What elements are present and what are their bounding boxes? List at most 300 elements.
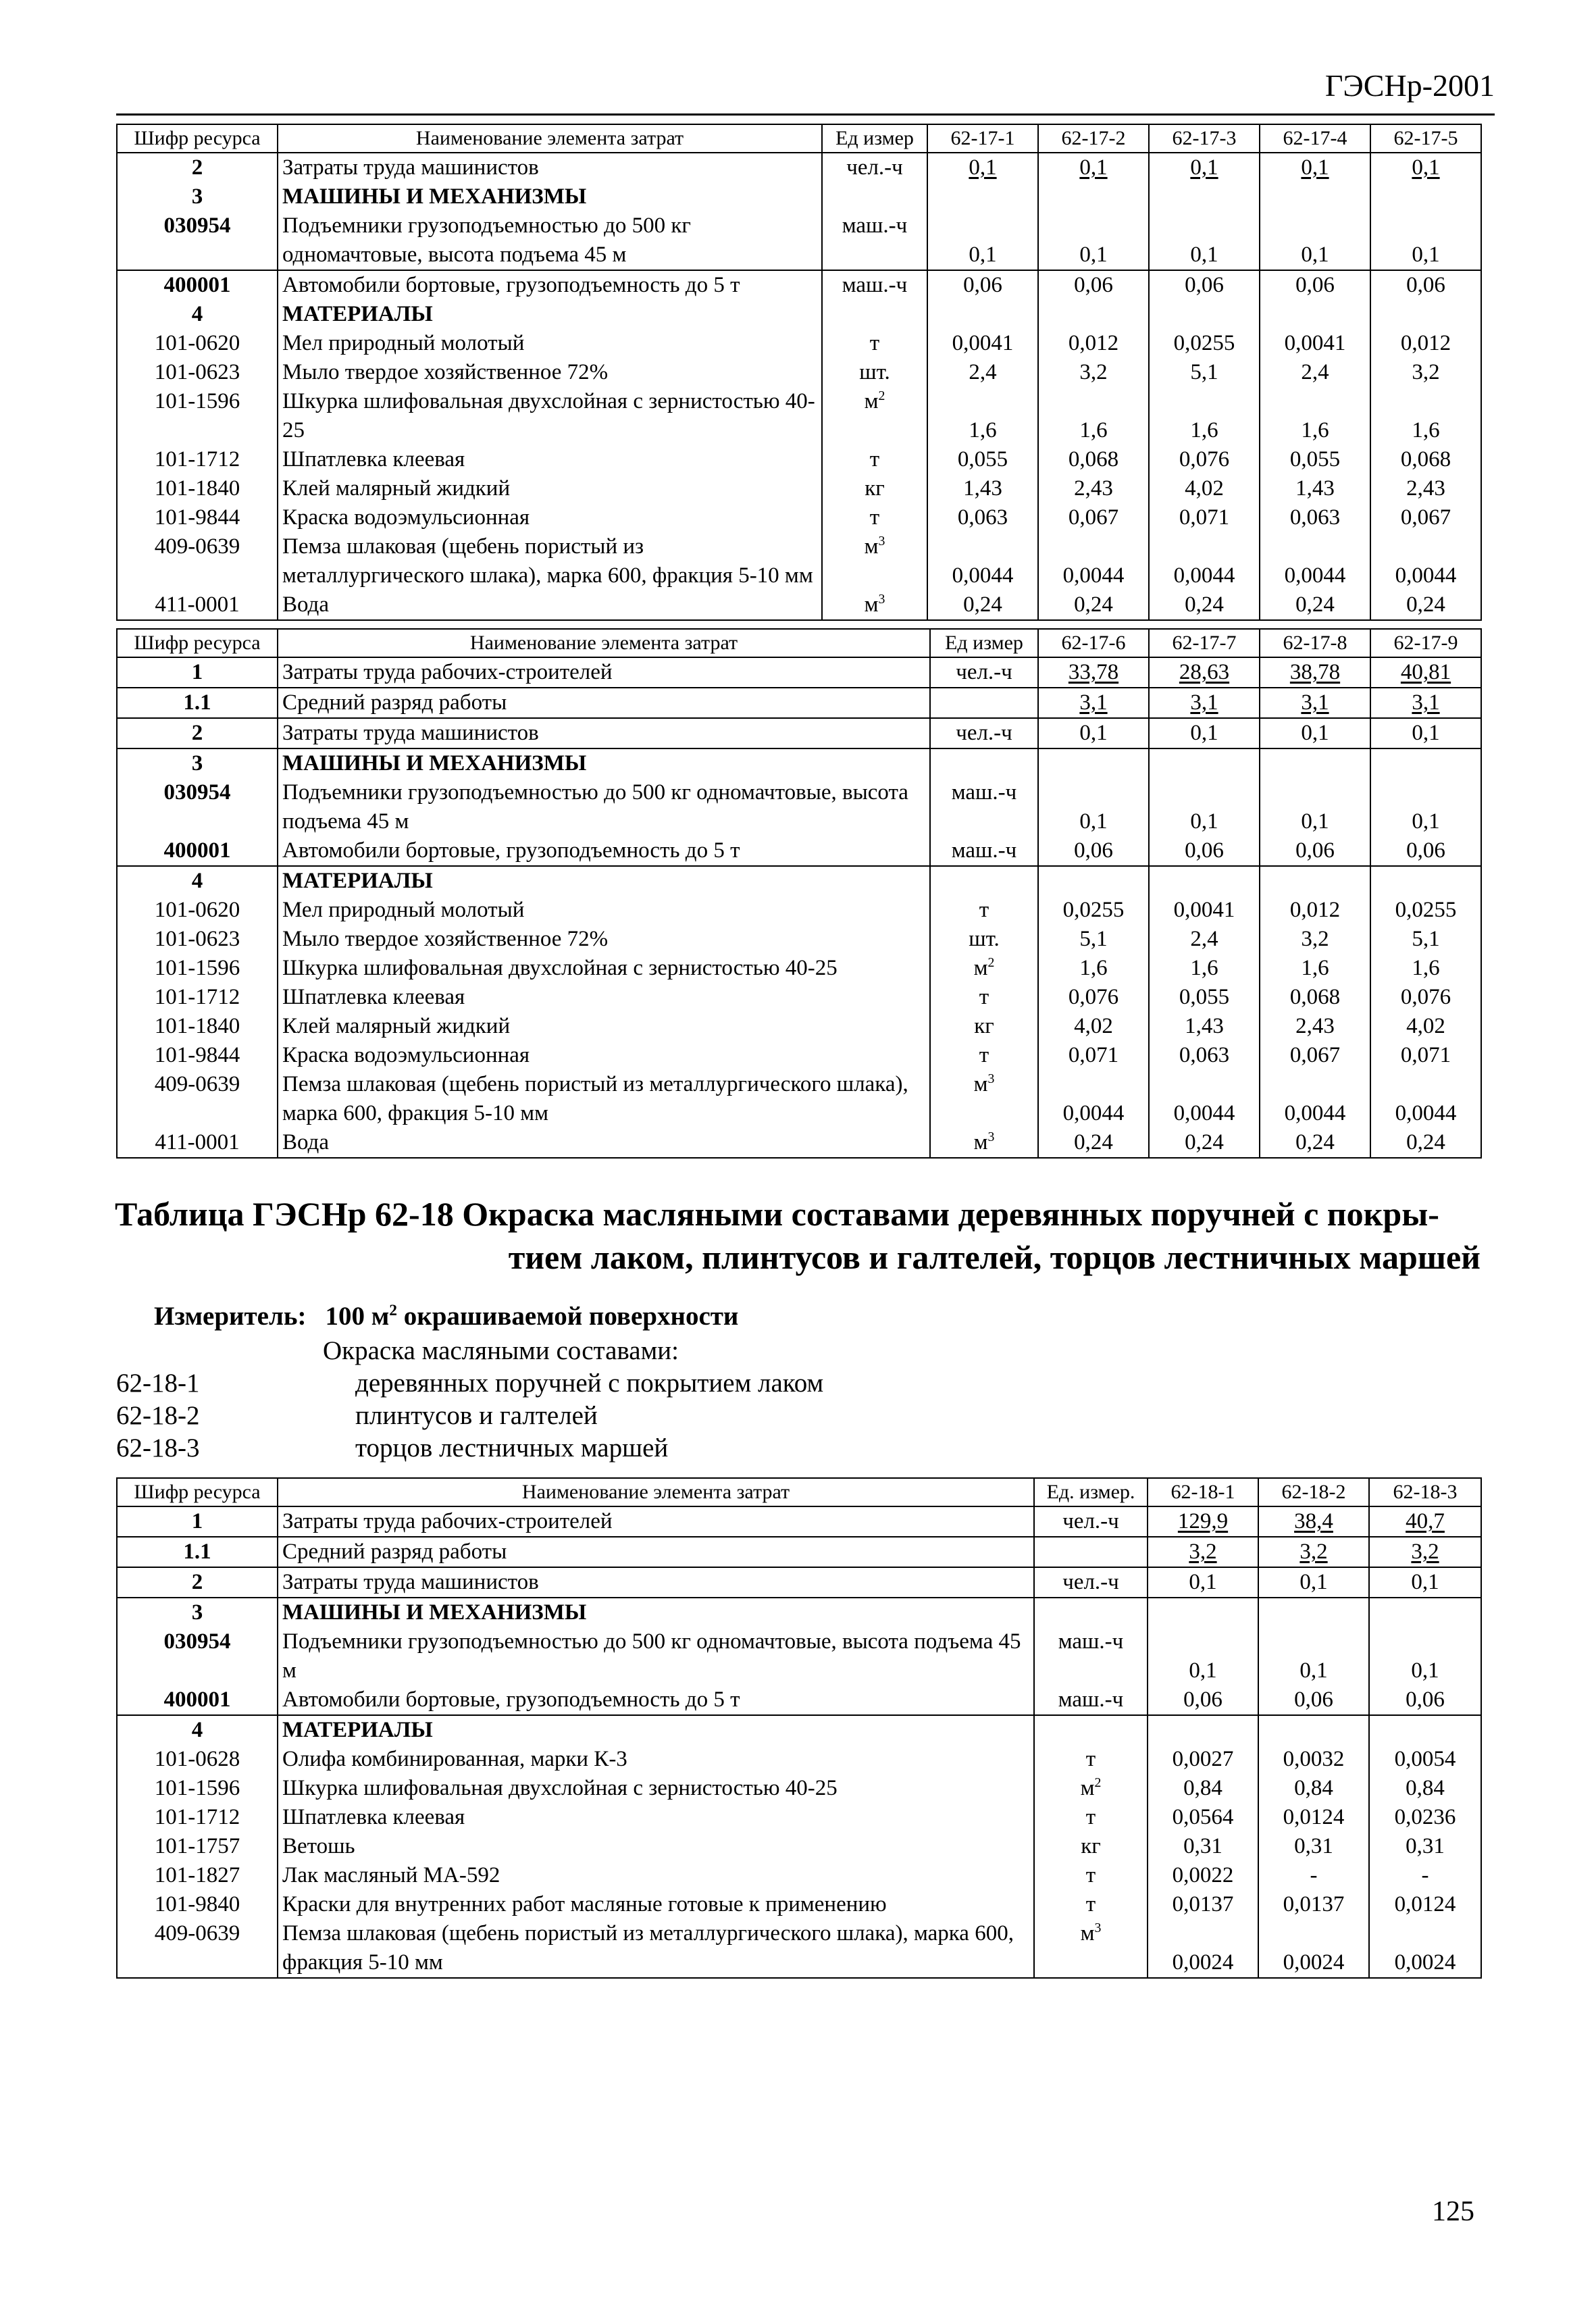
resource-value: 0,076	[1038, 983, 1149, 1012]
variant-62-18-1: 62-18-1 деревянных поручней с покрытием лаком	[116, 1369, 824, 1398]
resource-name: МАТЕРИАЛЫ	[278, 300, 822, 329]
resource-code: 4	[117, 300, 278, 329]
header-name: Наименование элемента затрат	[278, 629, 930, 657]
header-rule	[116, 113, 1495, 116]
resource-unit: т	[1034, 1745, 1148, 1774]
resource-table-62-17-6-9	[116, 628, 1482, 1159]
resource-code: 1.1	[117, 1537, 278, 1567]
resource-value	[927, 182, 1038, 211]
work-subheading: Окраска масляными составами:	[323, 1336, 679, 1365]
table-row	[117, 1537, 1481, 1567]
table-row	[117, 1627, 1481, 1685]
resource-value: 0,063	[1149, 1041, 1260, 1070]
resource-value: 0,31	[1369, 1832, 1481, 1861]
resource-value: 0,0044	[1370, 1070, 1481, 1128]
resource-value: 38,78	[1260, 657, 1370, 688]
resource-code: 101-0628	[117, 1745, 278, 1774]
table-row	[117, 657, 1481, 688]
table-row	[117, 1919, 1481, 1978]
resource-value: 0,0044	[1038, 532, 1149, 590]
resource-unit: чел.-ч	[930, 657, 1038, 688]
resource-unit: $м^3$	[822, 532, 927, 590]
resource-value: 0,0236	[1369, 1803, 1481, 1832]
resource-value: 28,63	[1149, 657, 1260, 688]
resource-value	[1369, 1715, 1481, 1745]
resource-name: Пемза шлаковая (щебень пористый из металлургического шлака), марка 600, фракция 5-10 мм	[278, 532, 822, 590]
resource-code: 1.1	[117, 688, 278, 718]
resource-value: 0,055	[1260, 445, 1370, 474]
resource-value: 0,076	[1149, 445, 1260, 474]
resource-value: 0,24	[927, 590, 1038, 620]
header-unit: Ед измер	[930, 629, 1038, 657]
resource-value: 0,06	[1149, 270, 1260, 300]
header-col-code: 62-17-6	[1038, 629, 1149, 657]
table-row	[117, 1506, 1481, 1537]
resource-unit: маш.-ч	[930, 778, 1038, 836]
resource-value	[1038, 182, 1149, 211]
measure-unit	[154, 1300, 738, 1333]
resource-value: 0,1	[1260, 153, 1370, 182]
resource-unit: маш.-ч	[930, 836, 1038, 866]
resource-unit	[1034, 1598, 1148, 1627]
resource-value: 0,0044	[1149, 1070, 1260, 1128]
resource-value: 0,067	[1260, 1041, 1370, 1070]
resource-value: 0,06	[1148, 1685, 1258, 1715]
resource-value: 0,06	[1260, 270, 1370, 300]
resource-unit: т	[822, 329, 927, 358]
table-row	[117, 1832, 1481, 1861]
resource-value: 0,1	[1148, 1567, 1258, 1598]
table-row	[117, 1745, 1481, 1774]
resource-code: 1	[117, 657, 278, 688]
table-row	[117, 688, 1481, 718]
table-row	[117, 329, 1481, 358]
resource-value: 5,1	[1149, 358, 1260, 387]
resource-value: 0,012	[1038, 329, 1149, 358]
resource-value: 4,02	[1038, 1012, 1149, 1041]
resource-value: 0,0255	[1149, 329, 1260, 358]
resource-name: Клей малярный жидкий	[278, 474, 822, 503]
resource-unit: чел.-ч	[822, 153, 927, 182]
resource-value: 0,068	[1370, 445, 1481, 474]
table-row	[117, 778, 1481, 836]
resource-code: 101-0620	[117, 896, 278, 925]
resource-value: 0,84	[1369, 1774, 1481, 1803]
resource-name: Затраты труда машинистов	[278, 1567, 1034, 1598]
resource-value: 0,067	[1038, 503, 1149, 532]
resource-value: 0,06	[927, 270, 1038, 300]
table-title-line2: тием лаком, плинтусов и галтелей, торцов лестничных маршей	[508, 1238, 1481, 1276]
resource-value: 0,1	[927, 153, 1038, 182]
resource-name: Подъемники грузоподъемностью до 500 кг одномачтовые, высота подъема 45 м	[278, 778, 930, 836]
resource-unit: $м^2$	[930, 954, 1038, 983]
resource-value: 3,1	[1370, 688, 1481, 718]
resource-code: 400001	[117, 1685, 278, 1715]
resource-value: 0,012	[1260, 896, 1370, 925]
resource-value: 0,1	[1370, 778, 1481, 836]
resource-value: 0,24	[1370, 590, 1481, 620]
resource-value: 2,4	[1149, 925, 1260, 954]
resource-unit: шт.	[930, 925, 1038, 954]
resource-unit: чел.-ч	[1034, 1506, 1148, 1537]
resource-value: 0,1	[1038, 211, 1149, 270]
header-col-code: 62-17-8	[1260, 629, 1370, 657]
resource-code: 101-9844	[117, 1041, 278, 1070]
resource-value: 3,2	[1260, 925, 1370, 954]
resource-unit: чел.-ч	[1034, 1567, 1148, 1598]
table-row	[117, 1685, 1481, 1715]
resource-value: 0,055	[927, 445, 1038, 474]
resource-code: 101-9844	[117, 503, 278, 532]
resource-code: 101-1712	[117, 983, 278, 1012]
resource-value: 0,0024	[1369, 1919, 1481, 1978]
resource-name: Мел природный молотый	[278, 329, 822, 358]
resource-value: 0,067	[1370, 503, 1481, 532]
resource-code: 101-1840	[117, 474, 278, 503]
header-unit: Ед измер	[822, 124, 927, 153]
resource-value: 0,1	[1258, 1567, 1369, 1598]
resource-unit	[930, 866, 1038, 896]
resource-code: 2	[117, 153, 278, 182]
resource-code: 101-1840	[117, 1012, 278, 1041]
resource-value: 0,24	[1260, 1128, 1370, 1158]
resource-code: 411-0001	[117, 1128, 278, 1158]
section-row	[117, 1715, 1481, 1745]
resource-value: 0,1	[1038, 718, 1149, 748]
resource-value	[1370, 866, 1481, 896]
resource-value: 0,1	[1258, 1627, 1369, 1685]
resource-value: 0,0044	[1149, 532, 1260, 590]
resource-value	[1038, 866, 1149, 896]
table-row	[117, 153, 1481, 182]
header-code: Шифр ресурса	[117, 1478, 278, 1506]
section-row	[117, 748, 1481, 778]
resource-value: 5,1	[1370, 925, 1481, 954]
resource-unit	[1034, 1715, 1148, 1745]
resource-value: 0,055	[1149, 983, 1260, 1012]
resource-code: 101-1596	[117, 954, 278, 983]
resource-code: 030954	[117, 211, 278, 270]
resource-code: 030954	[117, 778, 278, 836]
table-row	[117, 445, 1481, 474]
resource-unit: чел.-ч	[930, 718, 1038, 748]
table-row	[117, 590, 1481, 620]
table-header-row	[117, 124, 1481, 153]
resource-value: 1,6	[1038, 954, 1149, 983]
resource-value	[1038, 300, 1149, 329]
resource-code: 409-0639	[117, 1070, 278, 1128]
resource-value: 40,7	[1369, 1506, 1481, 1537]
table-row	[117, 1861, 1481, 1890]
resource-value: 33,78	[1038, 657, 1149, 688]
resource-value: 0,06	[1370, 270, 1481, 300]
resource-value: 0,0124	[1258, 1803, 1369, 1832]
header-unit: Ед. измер.	[1034, 1478, 1148, 1506]
resource-code: 4	[117, 1715, 278, 1745]
resource-unit: т	[1034, 1890, 1148, 1919]
resource-name: Шкурка шлифовальная двухслойная с зернистостью 40-25	[278, 1774, 1034, 1803]
table-header-row	[117, 629, 1481, 657]
resource-value: 1,6	[1149, 954, 1260, 983]
resource-value: 0,24	[1149, 1128, 1260, 1158]
resource-value: 0,1	[1370, 718, 1481, 748]
resource-unit: т	[1034, 1803, 1148, 1832]
resource-value: 4,02	[1149, 474, 1260, 503]
resource-value: -	[1369, 1861, 1481, 1890]
header-code: Шифр ресурса	[117, 124, 278, 153]
resource-unit	[1034, 1537, 1148, 1567]
resource-name: Затраты труда рабочих-строителей	[278, 657, 930, 688]
resource-code: 400001	[117, 270, 278, 300]
section-row	[117, 300, 1481, 329]
resource-code: 2	[117, 1567, 278, 1598]
resource-code: 3	[117, 182, 278, 211]
resource-value: 0,0044	[1038, 1070, 1149, 1128]
table-title	[115, 1192, 1493, 1279]
resource-unit: кг	[1034, 1832, 1148, 1861]
resource-value: 0,012	[1370, 329, 1481, 358]
resource-value: 0,84	[1258, 1774, 1369, 1803]
resource-value: 129,9	[1148, 1506, 1258, 1537]
resource-unit: т	[930, 896, 1038, 925]
resource-value: 0,24	[1038, 590, 1149, 620]
resource-value: 0,0137	[1148, 1890, 1258, 1919]
header-name: Наименование элемента затрат	[278, 1478, 1034, 1506]
header-code: Шифр ресурса	[117, 629, 278, 657]
resource-value: 2,4	[927, 358, 1038, 387]
header-code: ГЭСНр-2001	[1324, 68, 1495, 103]
resource-value: 0,1	[1260, 778, 1370, 836]
resource-value: 0,068	[1038, 445, 1149, 474]
table-title-line1: Таблица ГЭСНр 62-18 Окраска масляными составами деревянных поручней с покры-	[115, 1195, 1439, 1233]
header-col-code: 62-17-7	[1149, 629, 1260, 657]
resource-code: 101-9840	[117, 1890, 278, 1919]
resource-name: Автомобили бортовые, грузоподъемность до 5 т	[278, 270, 822, 300]
section-row	[117, 182, 1481, 211]
resource-name: Затраты труда машинистов	[278, 718, 930, 748]
measure-label: Измеритель:	[154, 1302, 307, 1331]
resource-unit: т	[822, 503, 927, 532]
resource-value: 0,071	[1149, 503, 1260, 532]
header-col-code: 62-17-1	[927, 124, 1038, 153]
table-row	[117, 387, 1481, 445]
resource-code: 3	[117, 1598, 278, 1627]
resource-value: 0,0044	[1260, 1070, 1370, 1128]
resource-value: 0,071	[1370, 1041, 1481, 1070]
resource-value: 0,0137	[1258, 1890, 1369, 1919]
resource-name: Вода	[278, 1128, 930, 1158]
resource-value: 0,06	[1149, 836, 1260, 866]
table-row	[117, 1128, 1481, 1158]
table-row	[117, 925, 1481, 954]
resource-code: 101-0623	[117, 925, 278, 954]
resource-unit: маш.-ч	[822, 211, 927, 270]
resource-code: 400001	[117, 836, 278, 866]
resource-value: 1,6	[1370, 954, 1481, 983]
resource-value: 1,6	[927, 387, 1038, 445]
resource-unit: $м^3$	[930, 1128, 1038, 1158]
table-row	[117, 358, 1481, 387]
resource-name: Шкурка шлифовальная двухслойная с зернистостью 40-25	[278, 387, 822, 445]
resource-value: 0,0041	[927, 329, 1038, 358]
resource-value: 0,06	[1038, 270, 1149, 300]
resource-value: 1,6	[1260, 954, 1370, 983]
resource-unit: $м^2$	[1034, 1774, 1148, 1803]
resource-value: -	[1258, 1861, 1369, 1890]
table-row	[117, 1890, 1481, 1919]
resource-code: 4	[117, 866, 278, 896]
table-header-row	[117, 1478, 1481, 1506]
resource-name: МАШИНЫ И МЕХАНИЗМЫ	[278, 748, 930, 778]
resource-table-62-17-1-5	[116, 124, 1482, 621]
header-col-code: 62-18-1	[1148, 1478, 1258, 1506]
header-col-code: 62-17-9	[1370, 629, 1481, 657]
resource-unit	[930, 688, 1038, 718]
resource-name: МАТЕРИАЛЫ	[278, 866, 930, 896]
resource-table-62-18	[116, 1477, 1482, 1979]
section-row	[117, 1598, 1481, 1627]
resource-value	[927, 300, 1038, 329]
header-col-code: 62-18-3	[1369, 1478, 1481, 1506]
header-col-code: 62-17-3	[1149, 124, 1260, 153]
resource-unit	[822, 182, 927, 211]
resource-name: Краска водоэмульсионная	[278, 1041, 930, 1070]
resource-name: Подъемники грузоподъемностью до 500 кг одномачтовые, высота подъема 45 м	[278, 211, 822, 270]
table-row	[117, 718, 1481, 748]
resource-value: 3,1	[1260, 688, 1370, 718]
resource-value: 0,0024	[1258, 1919, 1369, 1978]
resource-value: 0,0044	[1370, 532, 1481, 590]
page-number: 125	[1432, 2196, 1474, 2227]
header-col-code: 62-18-2	[1258, 1478, 1369, 1506]
resource-value: 1,6	[1370, 387, 1481, 445]
header-col-code: 62-17-4	[1260, 124, 1370, 153]
resource-code: 2	[117, 718, 278, 748]
resource-value: 0,06	[1038, 836, 1149, 866]
resource-value	[1149, 182, 1260, 211]
resource-name: Подъемники грузоподъемностью до 500 кг одномачтовые, высота подъема 45 м	[278, 1627, 1034, 1685]
resource-value	[1258, 1715, 1369, 1745]
resource-value	[1370, 748, 1481, 778]
resource-value: 3,2	[1258, 1537, 1369, 1567]
resource-unit: шт.	[822, 358, 927, 387]
resource-name: Автомобили бортовые, грузоподъемность до 5 т	[278, 836, 930, 866]
resource-value: 0,1	[1038, 778, 1149, 836]
resource-value: 0,1	[1260, 211, 1370, 270]
resource-name: Пемза шлаковая (щебень пористый из металлургического шлака), марка 600, фракция 5-10 мм	[278, 1070, 930, 1128]
resource-name: Вода	[278, 590, 822, 620]
resource-value	[1149, 748, 1260, 778]
resource-value: 2,43	[1038, 474, 1149, 503]
resource-value: 0,0024	[1148, 1919, 1258, 1978]
resource-value	[1148, 1715, 1258, 1745]
resource-unit: т	[930, 1041, 1038, 1070]
resource-unit: $м^3$	[1034, 1919, 1148, 1978]
resource-value	[1149, 300, 1260, 329]
resource-value: 0,31	[1148, 1832, 1258, 1861]
resource-unit: т	[822, 445, 927, 474]
resource-value: 0,076	[1370, 983, 1481, 1012]
resource-value: 0,0564	[1148, 1803, 1258, 1832]
resource-value: 3,1	[1038, 688, 1149, 718]
resource-value	[1370, 300, 1481, 329]
resource-name: Шпатлевка клеевая	[278, 1803, 1034, 1832]
resource-value: 0,0044	[927, 532, 1038, 590]
resource-value: 0,0041	[1260, 329, 1370, 358]
resource-code: 101-1712	[117, 445, 278, 474]
resource-unit	[822, 300, 927, 329]
table-row	[117, 836, 1481, 866]
table-row	[117, 983, 1481, 1012]
resource-value: 0,06	[1370, 836, 1481, 866]
resource-value: 0,1	[1370, 153, 1481, 182]
table-row	[117, 532, 1481, 590]
resource-value: 40,81	[1370, 657, 1481, 688]
resource-name: Затраты труда рабочих-строителей	[278, 1506, 1034, 1537]
resource-name: Клей малярный жидкий	[278, 1012, 930, 1041]
resource-unit: т	[1034, 1861, 1148, 1890]
resource-value: 5,1	[1038, 925, 1149, 954]
resource-name: Олифа комбинированная, марки К-3	[278, 1745, 1034, 1774]
table-row	[117, 1774, 1481, 1803]
resource-code: 101-1712	[117, 1803, 278, 1832]
resource-name: Шпатлевка клеевая	[278, 445, 822, 474]
resource-value: 1,43	[927, 474, 1038, 503]
resource-value: 0,31	[1258, 1832, 1369, 1861]
resource-value: 0,1	[1369, 1567, 1481, 1598]
table-row	[117, 896, 1481, 925]
resource-value: 0,24	[1370, 1128, 1481, 1158]
resource-value: 0,1	[1370, 211, 1481, 270]
resource-value	[1258, 1598, 1369, 1627]
resource-value: 0,071	[1038, 1041, 1149, 1070]
resource-name: Пемза шлаковая (щебень пористый из металлургического шлака), марка 600, фракция 5-10 мм	[278, 1919, 1034, 1978]
resource-value: 38,4	[1258, 1506, 1369, 1537]
resource-value: 2,43	[1260, 1012, 1370, 1041]
variant-62-18-3: 62-18-3 торцов лестничных маршей	[116, 1433, 669, 1463]
resource-value: 0,84	[1148, 1774, 1258, 1803]
resource-name: Ветошь	[278, 1832, 1034, 1861]
resource-value: 0,0022	[1148, 1861, 1258, 1890]
resource-code: 409-0639	[117, 532, 278, 590]
resource-code: 101-0623	[117, 358, 278, 387]
section-row	[117, 866, 1481, 896]
resource-value: 3,2	[1370, 358, 1481, 387]
resource-unit: кг	[822, 474, 927, 503]
resource-value: 3,2	[1148, 1537, 1258, 1567]
resource-unit: $м^2$	[822, 387, 927, 445]
resource-unit: маш.-ч	[1034, 1627, 1148, 1685]
resource-name: Лак масляный МА-592	[278, 1861, 1034, 1890]
resource-unit: маш.-ч	[1034, 1685, 1148, 1715]
table-row	[117, 1803, 1481, 1832]
table-row	[117, 474, 1481, 503]
resource-code: 409-0639	[117, 1919, 278, 1978]
resource-value: 0,0032	[1258, 1745, 1369, 1774]
resource-name: МАТЕРИАЛЫ	[278, 1715, 1034, 1745]
resource-value: 0,1	[1369, 1627, 1481, 1685]
resource-value: 3,2	[1038, 358, 1149, 387]
resource-value: 3,2	[1369, 1537, 1481, 1567]
resource-code: 3	[117, 748, 278, 778]
resource-value	[1369, 1598, 1481, 1627]
resource-code: 030954	[117, 1627, 278, 1685]
resource-value: 0,06	[1260, 836, 1370, 866]
resource-value: 0,0044	[1260, 532, 1370, 590]
resource-name: Средний разряд работы	[278, 1537, 1034, 1567]
resource-value: 0,0255	[1038, 896, 1149, 925]
resource-code: 101-0620	[117, 329, 278, 358]
